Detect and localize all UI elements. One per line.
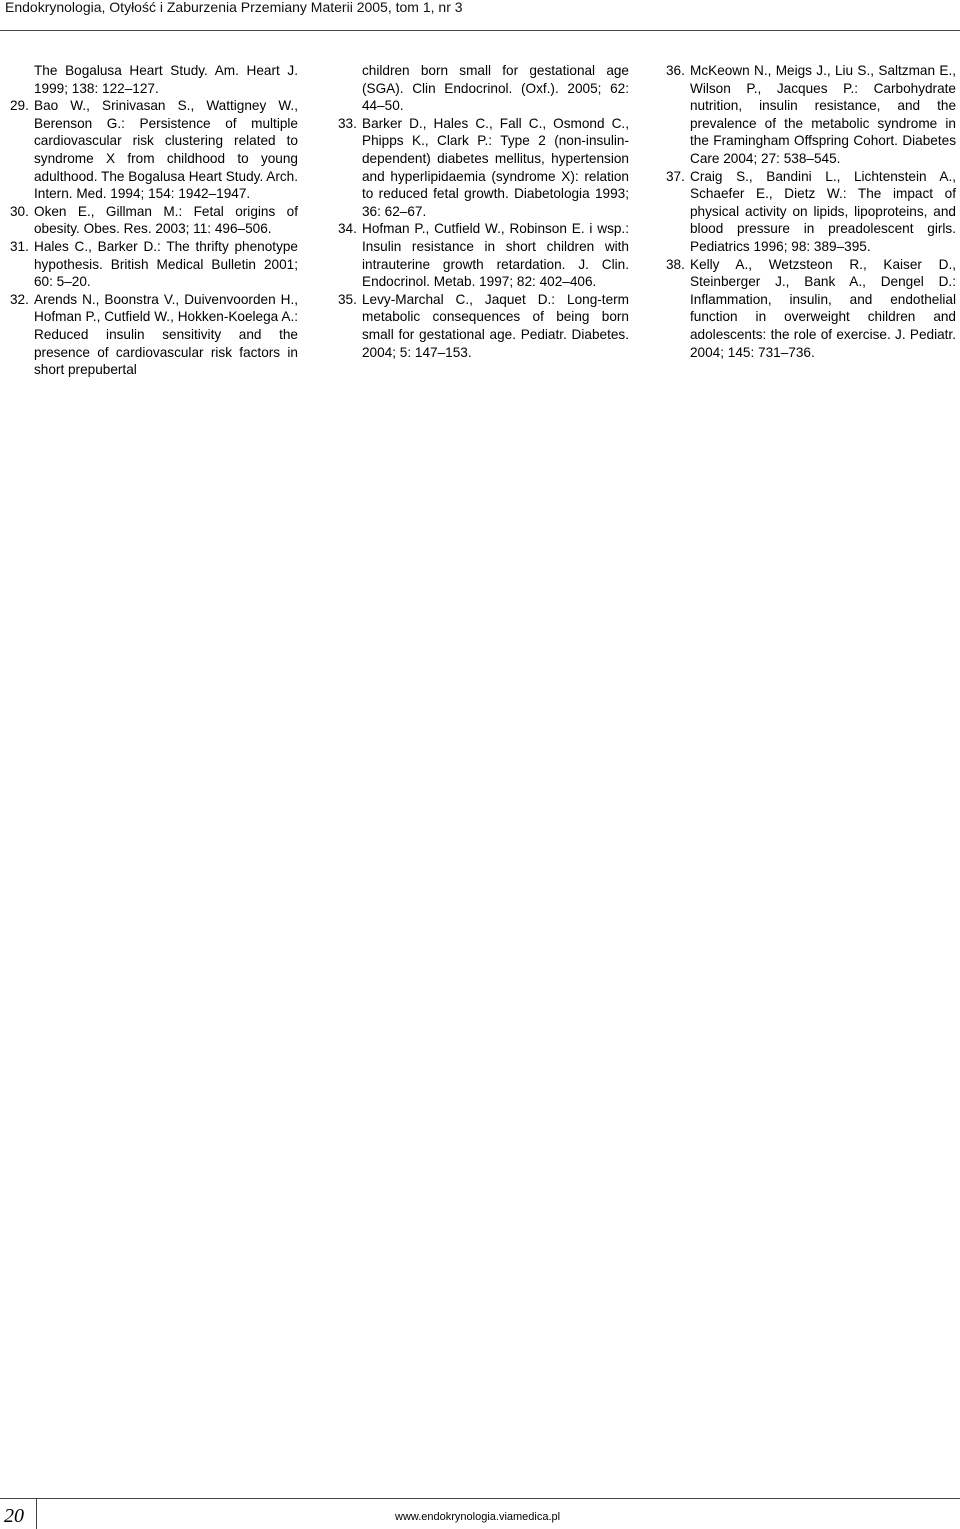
reference-column-2 [338, 62, 629, 361]
reference-number: 32. [10, 291, 29, 307]
reference-text: Barker D., Hales C., Fall C., Osmond C., Phipps K., Clark P.: Type 2 (non-insulin-dependent) diabetes mellitus, hypertension and hyperlipidaemia (syndrome X): relation to reduced fetal growth. Diabetologia 1993; 36: 62–67. [362, 115, 629, 219]
running-header [0, 0, 960, 31]
reference-text: Arends N., Boonstra V., Duivenvoorden H., Hofman P., Cutfield W., Hokken-Koelega A.: Reduced insulin sensitivity and the presence of cardiovascular risk factors in short prepubertal [34, 291, 298, 378]
reference-number: 38. [666, 256, 685, 272]
reference-number: 37. [666, 168, 685, 184]
page-number-divider [36, 1498, 37, 1529]
reference-38 [666, 256, 956, 362]
page-number: 20 [4, 1505, 24, 1527]
reference-37 [666, 168, 956, 256]
reference-column-3 [666, 62, 956, 361]
reference-31 [10, 238, 298, 291]
reference-text: McKeown N., Meigs J., Liu S., Saltzman E., Wilson P., Jacques P.: Carbohydrate nutrition, insulin resistance, and the prevalence of the metabolic syndrome in the Framingham Offspring Cohort. Diabetes Care 2004; 27: 538–545. [690, 63, 956, 166]
reference-continuation [10, 62, 298, 97]
reference-column-1 [10, 62, 298, 379]
reference-number: 31. [10, 238, 29, 254]
reference-number: 29. [10, 98, 29, 114]
reference-35 [338, 291, 629, 361]
reference-number: 30. [10, 203, 29, 219]
reference-33 [338, 115, 629, 221]
reference-text: Kelly A., Wetzsteon R., Kaiser D., Steinberger J., Bank A., Dengel D.: Inflammation, insulin, and endothelial function in overweight children and adolescents: the role of exercise. J. Pediatr. 2004; 145: 731–736. [690, 256, 956, 360]
reference-continuation [338, 62, 629, 115]
reference-34 [338, 220, 629, 290]
reference-number: 34. [338, 221, 357, 237]
footer-rule [0, 1498, 960, 1499]
reference-text: Craig S., Bandini L., Lichtenstein A., Schaefer E., Dietz W.: The impact of physical activity on lipids, lipoproteins, and blood pressure in preadolescent girls. Pediatrics 1996; 98: 389–395. [690, 168, 956, 254]
reference-32 [10, 291, 298, 379]
reference-number: 36. [666, 63, 685, 78]
running-title: Endokrynologia, Otyłość i Zaburzenia Przemiany Materii 2005, tom 1, nr 3 [5, 0, 463, 15]
reference-30 [10, 203, 298, 238]
reference-29 [10, 97, 298, 203]
reference-number: 33. [338, 115, 357, 131]
reference-continuation-text: children born small for gestational age (SGA). Clin Endocrinol. (Oxf.). 2005; 62: 44–50. [362, 63, 629, 114]
reference-36 [666, 62, 956, 168]
reference-text: Oken E., Gillman M.: Fetal origins of obesity. Obes. Res. 2003; 11: 496–506. [34, 203, 298, 237]
journal-url: www.endokrynologia.viamedica.pl [395, 1511, 561, 1523]
reference-number: 35. [338, 291, 357, 307]
reference-text: Hofman P., Cutfield W., Robinson E. i wsp.: Insulin resistance in short children with intrauterine growth retardation. J. Clin. Endocrinol. Metab. 1997; 82: 402–406. [362, 221, 629, 290]
reference-text: Hales C., Barker D.: The thrifty phenotype hypothesis. British Medical Bulletin 2001; 60: 5–20. [34, 238, 298, 290]
reference-continuation-text: The Bogalusa Heart Study. Am. Heart J. 1999; 138: 122–127. [34, 63, 298, 96]
reference-text: Bao W., Srinivasan S., Wattigney W., Berenson G.: Persistence of multiple cardiovascular risk clustering related to syndrome X from childhood to young adulthood. The Bogalusa Heart Study. Arch. Intern. Med. 1994; 154: 1942–1947. [34, 98, 298, 202]
reference-text: Levy-Marchal C., Jaquet D.: Long-term metabolic consequences of being born small for gestational age. Pediatr. Diabetes. 2004; 5: 147–153. [362, 291, 629, 360]
